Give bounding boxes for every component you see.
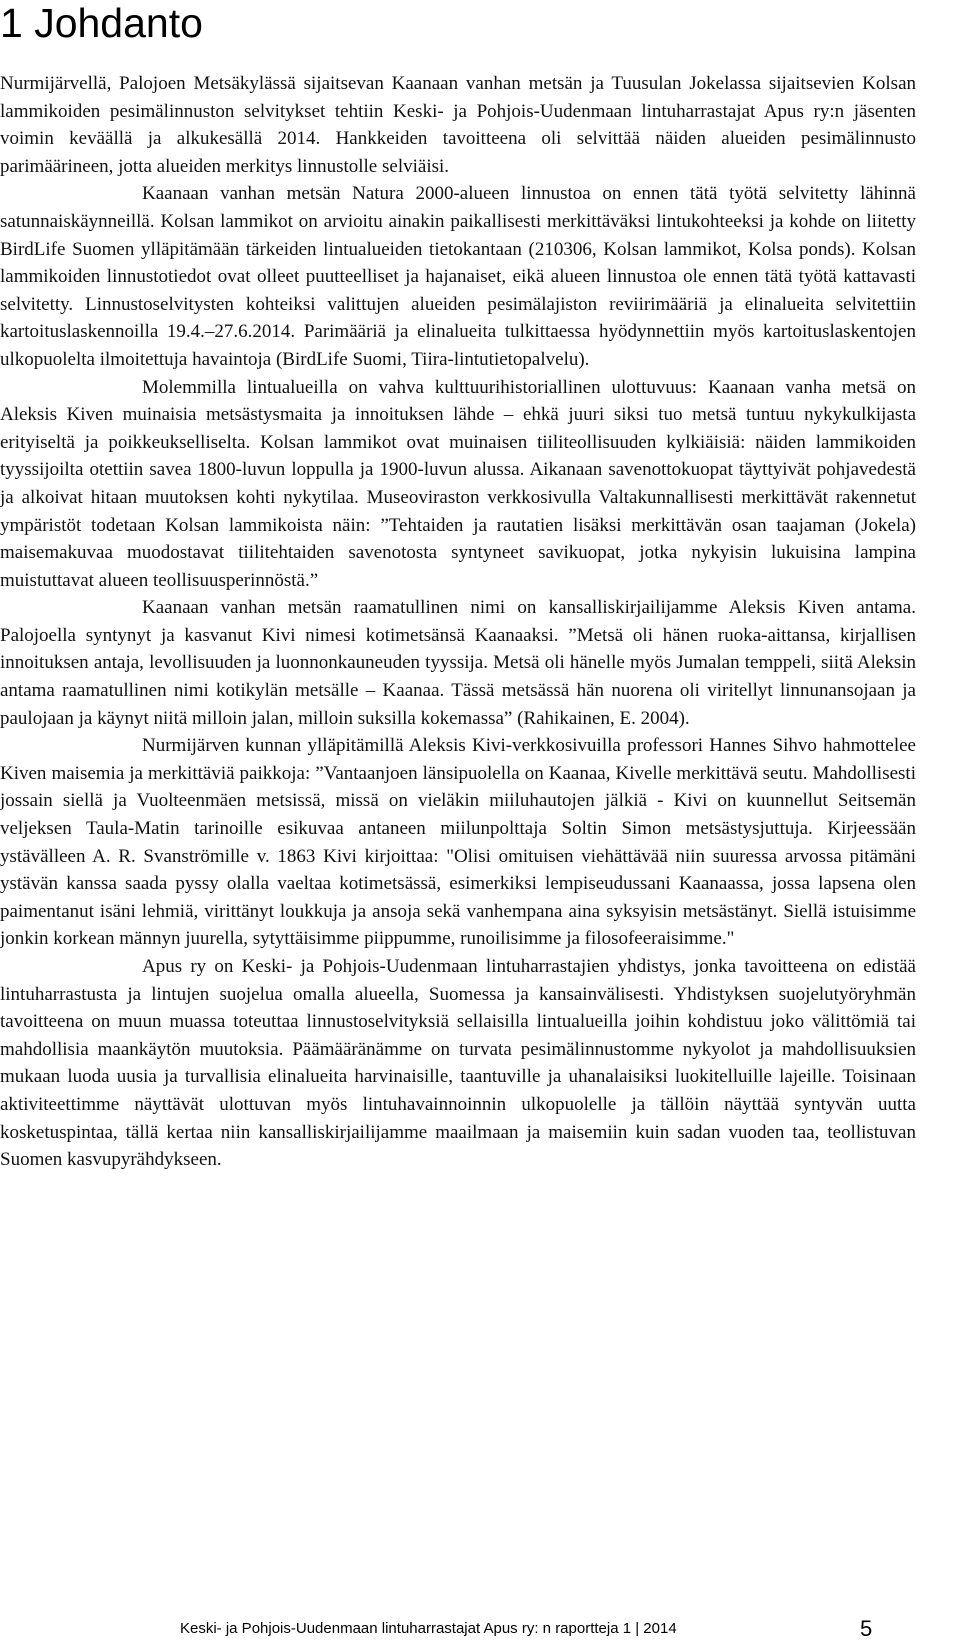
paragraph-kaanaa-name: Kaanaan vanhan metsän raamatullinen nimi on kansalliskirjailijamme Aleksis Kiven antama. Palojoella syntynyt ja kasvanut Kivi nimesi kotimetsänsä Kaanaaksi. ”Metsä oli hänen ruoka-aittansa, kirjallisen innoituksen antaja, levollisuuden ja luonnonkauneuden tyyssija. Metsä oli hänelle myös Jumalan temppeli, siitä Aleksin antama raamatullinen nimi kotikylän metsälle – Kaanaa. Tässä metsässä hän nuorena oli viritellyt linnunansojaan ja paulojaan ja käynyt niitä milloin jalan, milloin suksilla kokemassa” (Rahikainen, E. 2004). bbox=[0, 597, 916, 729]
paragraph-apus-association: Apus ry on Keski- ja Pohjois-Uudenmaan lintuharrastajien yhdistys, jonka tavoitteena on edistää lintuharrastusta ja lintujen suojelua omalla alueella, Suomessa ja kansainvälisesti. Yhdistyksen suojelutyöryhmän tavoitteena on muun muassa toteuttaa linnustoselvityksiä sellaisilla lintualueilla joihin kohdistuu joko välittömiä tai mahdollisia maankäytön muutoksia. Päämääränämme on turvata pesimälinnustomme nykyolot ja mahdollisuuksien mukaan luoda uusia ja turvallisia elinalueita harvinaisille, taantuville ja uhanalaisiksi luokitelluille lajeille. Toisinaan aktiviteettimme näyttävät ulottuvan myös lintuhavainnoinnin ulkopuolelle ja tällöin näyttää syntyvän uutta kosketuspintaa, tällä kertaa niin kansalliskirjailijamme maailmaan ja maisemiin kuin sadan vuoden taa, teollistuvan Suomen kasvupyrähdykseen. bbox=[0, 956, 916, 1171]
paragraph-intro: Nurmijärvellä, Palojoen Metsäkylässä sijaitsevan Kaanaan vanhan metsän ja Tuusulan Jokelassa sijaitsevien Kolsan lammikoiden pesimälinnuston selvitykset tehtiin Keski- ja Pohjois-Uudenmaan lintuharrastajat Apus ry:n jäsenten voimin keväällä ja alkukesällä 2014. Hankkeiden tavoitteena oli selvittää näiden alueiden pesimälinnusto parimäärineen, jotta alueiden merkitys linnustolle selviäisi. bbox=[0, 73, 916, 177]
page-footer: Keski- ja Pohjois-Uudenmaan lintuharrastajat Apus ry: n raportteja 1 | 2014 bbox=[180, 1620, 677, 1637]
body-text bbox=[0, 70, 916, 1174]
paragraph-cultural-history: Molemmilla lintualueilla on vahva kulttuurihistoriallinen ulottuvuus: Kaanaan vanha metsä on Aleksis Kiven muinaisia metsästysmaita ja innoituksen lähde – ehkä juuri siksi tuo metsä tuntuu nykykulkijasta erityiseltä ja poikkeukselliselta. Kolsan lammikot ovat muinaisen tiiliteollisuuden kylkiäisiä: näiden lammikoiden tyyssijoilta otettiin savea 1800-luvun loppulla ja 1900-luvun alussa. Aikanaan savenottokuopat täyttyivät pohjavedestä ja alkoivat hitaan muutoksen kohti nykytilaa. Museoviraston verkkosivulla Valtakunnallisesti merkittävät rakennetut ympäristöt todetaan Kolsan lammikoista näin: ”Tehtaiden ja rautatien lisäksi merkittävän osan taajaman (Jokela) maisemakuvaa muodostavat tiilitehtaiden savenotosta syntyneet savikuopat, jotka nykyisin lukuisina lampina muistuttavat alueen teollisuusperinnöstä.” bbox=[0, 376, 916, 591]
paragraph-kivi-landscapes: Nurmijärven kunnan ylläpitämillä Aleksis Kivi-verkkosivuilla professori Hannes Sihvo hahmottelee Kiven maisemia ja merkittäviä paikkoja: ”Vantaanjoen länsipuolella on Kaanaa, Kivelle merkittävä seutu. Mahdollisesti jossain siellä ja Vuolteenmäen metsissä, missä on vieläkin miiluhautojen jälkiä - Kivi on kuunnellut Seitsemän veljeksen Taula-Matin tarinoille esikuvaa antaneen miilunpolttaja Soltin Simon metsästysjuttuja. Kirjeessään ystävälleen A. R. Svanströmille v. 1863 Kivi kirjoittaa: "Olisi omituisen viehättävää niin suuressa arvossa pitämäni ystävän kanssa saada pyssy olalla vaeltaa kotimetsässä, esimerkiksi lempiseudussani Kaanaassa, jossa lapsena olen paimentanut isäni lehmiä, virittänyt loukkuja ja ansoja sekä vanhempana aina syksyisin metsästänyt. Siellä istuisimme jonkin korkean männyn juurella, sytyttäisimme piippumme, runoilisimme ja filosofeeraisimme." bbox=[0, 735, 916, 950]
page-number: 5 bbox=[860, 1616, 873, 1641]
paragraph-background: Kaanaan vanhan metsän Natura 2000-alueen linnustoa on ennen tätä työtä selvitetty lähinnä satunnaiskäynneillä. Kolsan lammikot on arvioitu ainakin paikallisesti merkittäväksi lintukohteeksi ja kohde on liitetty BirdLife Suomen ylläpitämään tärkeiden lintualueiden tietokantaan (210306, Kolsan lammikot, Kolsa ponds). Kolsan lammikoiden linnustotiedot ovat olleet puutteelliset ja hajanaiset, eikä alueen linnustoa ole ennen tätä työtä kattavasti selvitetty. Linnustoselvitysten kohteiksi valittujen alueiden pesimälajiston reviirimääriä ja elinalueita selvitettiin kartoituslaskennoilla 19.4.–27.6.2014. Parimääriä ja elinalueita tulkittaessa hyödynnettiin myös kartoituslaskentojen ulkopuolelta ilmoitettuja havaintoja (BirdLife Suomi, Tiira-lintutietopalvelu). bbox=[0, 183, 916, 370]
section-heading: 1 Johdanto bbox=[0, 0, 203, 46]
